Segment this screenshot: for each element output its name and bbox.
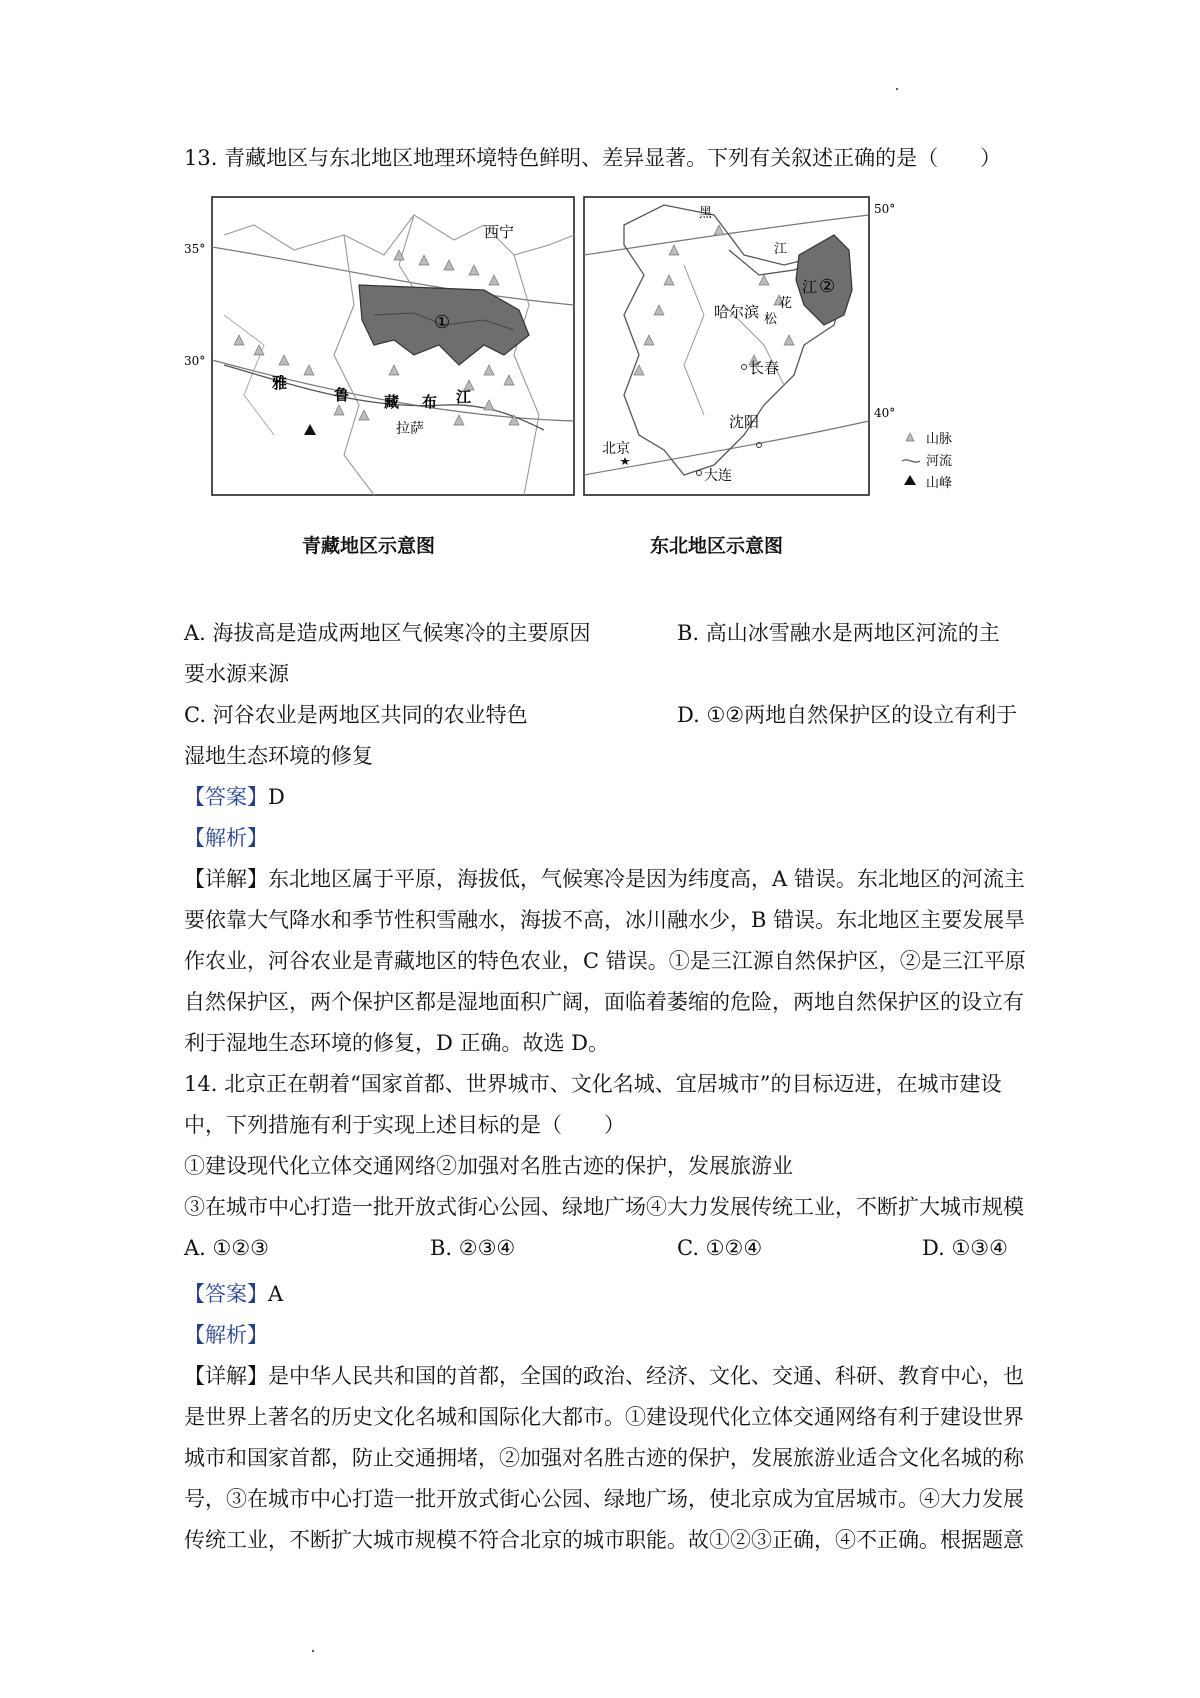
city-lasa: 拉萨 xyxy=(396,421,424,437)
q13-stem: 13. 青藏地区与东北地区地理环境特色鲜明、差异显著。下列有关叙述正确的是（ ） xyxy=(184,146,1002,170)
q13-detail-line xyxy=(184,864,1025,894)
q14-option-d: D. ①③④ xyxy=(922,1236,1008,1260)
q13-option-b-cont: 要水源来源 xyxy=(184,662,289,686)
speck xyxy=(896,88,898,90)
answer-value: A xyxy=(268,1282,284,1306)
mountain-range-icon xyxy=(906,433,914,441)
peak-icon xyxy=(904,475,916,485)
q14-detail-line: 传统工业，不断扩大城市规模不符合北京的城市职能。故①②③正确，④不正确。根据题意 xyxy=(184,1528,1024,1552)
q14-item: ①建设现代化立体交通网络②加强对名胜古迹的保护，发展旅游业 xyxy=(184,1154,793,1178)
zone-1-label: ① xyxy=(434,312,451,333)
map-right-caption: 东北地区示意图 xyxy=(650,535,784,557)
city-beijing: 北京 xyxy=(602,441,630,457)
river-song: 松 xyxy=(764,312,778,327)
q13-option-d-cont: 湿地生态环境的修复 xyxy=(184,744,373,768)
map-figure xyxy=(184,195,1024,580)
answer-value: D xyxy=(268,785,285,809)
map-left-caption: 青藏地区示意图 xyxy=(302,535,436,557)
q14-stem-cont: 中，下列措施有利于实现上述目标的是（ ） xyxy=(184,1113,625,1137)
city-shenyang: 沈阳 xyxy=(729,413,760,431)
q14-detail-line: 是世界上著名的历史文化名城和国际化大都市。①建设现代化立体交通网络有利于建设世界 xyxy=(184,1405,1024,1429)
q13-option-d: D. ①②两地自然保护区的设立有利于 xyxy=(677,703,1018,727)
q14-option-b: B. ②③④ xyxy=(430,1236,516,1260)
q14-answer xyxy=(184,1279,283,1309)
city-haerbin: 哈尔滨 xyxy=(714,303,760,321)
river-char: 布 xyxy=(422,393,438,411)
q13-analysis-tag: 【解析】 xyxy=(184,826,268,850)
legend-peak: 山峰 xyxy=(926,476,953,491)
river-hua: 花 xyxy=(779,296,793,311)
city-xining: 西宁 xyxy=(484,223,515,241)
city-dalian: 大连 xyxy=(704,468,732,484)
river-jiang: 江 xyxy=(774,242,788,257)
q13-option-a: A. 海拔高是造成两地区气候寒冷的主要原因 xyxy=(184,621,591,645)
speck xyxy=(312,1650,314,1652)
lat-30: 30° xyxy=(184,354,206,368)
river-char: 雅 xyxy=(272,374,288,392)
river-hei: 黑 xyxy=(699,206,713,221)
river-char: 江 xyxy=(456,388,472,406)
q14-stem: 14. 北京正在朝着“国家首都、世界城市、文化名城、宜居城市”的目标迈进，在城市建设 xyxy=(184,1072,1002,1096)
q14-option-a: A. ①②③ xyxy=(184,1236,269,1260)
legend-mountain: 山脉 xyxy=(926,432,953,447)
zone-2-label: ② xyxy=(819,276,836,297)
q13-option-c: C. 河谷农业是两地区共同的农业特色 xyxy=(184,703,528,727)
answer-tag: 【答案】 xyxy=(184,1282,268,1306)
q14-option-c: C. ①②④ xyxy=(677,1236,763,1260)
river-char: 藏 xyxy=(384,393,400,411)
zone-2-jiang: 江 xyxy=(802,278,818,296)
q13-detail-line: 利于湿地生态环境的修复，D 正确。故选 D。 xyxy=(184,1031,610,1055)
q13-answer xyxy=(184,782,285,812)
detail-text: 东北地区属于平原，海拔低，气候寒冷是因为纬度高，A 错误。东北地区的河流主 xyxy=(268,867,1025,891)
q14-item: ③在城市中心打造一批开放式街心公园、绿地广场④大力发展传统工业，不断扩大城市规模 xyxy=(184,1195,1024,1219)
legend-river: 河流 xyxy=(926,454,953,469)
q13-detail-line: 要依靠大气降水和季节性积雪融水，海拔不高，冰川融水少，B 错误。东北地区主要发展旱 xyxy=(184,908,1026,932)
q13-maps xyxy=(184,195,1024,580)
lat-50: 50° xyxy=(874,202,896,216)
qingzang-map xyxy=(212,197,574,495)
river-char: 鲁 xyxy=(334,386,350,404)
river-icon xyxy=(902,460,920,462)
detail-text: 是中华人民共和国的首都，全国的政治、经济、文化、交通、科研、教育中心，也 xyxy=(268,1364,1024,1388)
lat-40: 40° xyxy=(874,406,896,420)
q13-option-b: B. 高山冰雪融水是两地区河流的主 xyxy=(677,621,1000,645)
detail-tag: 【详解】 xyxy=(184,1364,268,1388)
city-changchun: 长春 xyxy=(749,359,780,377)
map-legend xyxy=(902,433,920,485)
q14-analysis-tag: 【解析】 xyxy=(184,1323,268,1347)
q14-detail-line: 城市和国家首都，防止交通拥堵，②加强对名胜古迹的保护，发展旅游业适合文化名城的称 xyxy=(184,1446,1024,1470)
q13-detail-line: 作农业，河谷农业是青藏地区的特色农业，C 错误。①是三江源自然保护区，②是三江平原 xyxy=(184,949,1026,973)
detail-tag: 【详解】 xyxy=(184,867,268,891)
q14-detail-line xyxy=(184,1361,1024,1391)
answer-tag: 【答案】 xyxy=(184,785,268,809)
lat-35: 35° xyxy=(184,242,206,256)
q14-detail-line: 号，③在城市中心打造一批开放式街心公园、绿地广场，使北京成为宜居城市。④大力发展 xyxy=(184,1487,1024,1511)
q13-detail-line: 自然保护区，两个保护区都是湿地面积广阔，面临着萎缩的危险，两地自然保护区的设立有 xyxy=(184,990,1024,1014)
